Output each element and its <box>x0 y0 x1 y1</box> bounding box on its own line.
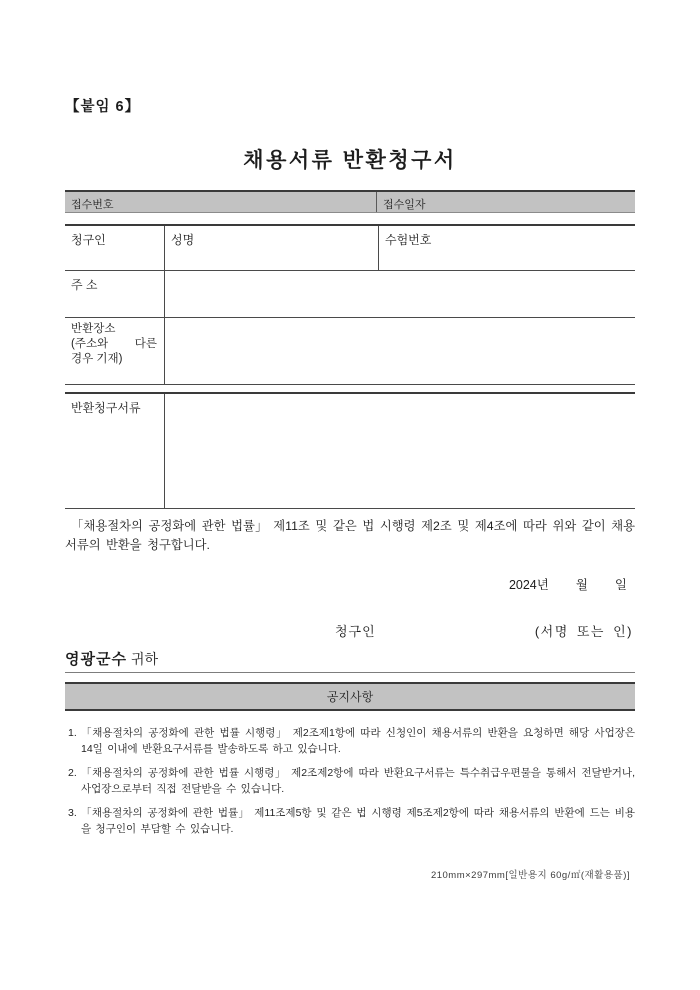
return-docs-label: 반환청구서류 <box>65 394 165 508</box>
declaration-text: 「채용절차의 공정화에 관한 법률」 제11조 및 같은 법 시행령 제2조 및 제4조에 따라 위와 같이 채용서류의 반환을 청구합니다. <box>65 519 635 552</box>
date-day: 일 <box>614 578 627 592</box>
address-label: 주 소 <box>65 271 165 317</box>
signature-claimant-label: 청구인 <box>335 624 376 639</box>
notice-item-text: 「채용절차의 공정화에 관한 법률 시행령」 제2조제1항에 따라 신청인이 채용서류의 반환을 요청하면 해당 사업장은 14일 이내에 반환요구서류를 발송하도록 하고 있습니다. <box>81 727 635 755</box>
return-place-label-line2: (주소와 다른 <box>71 338 157 350</box>
date-line <box>65 576 635 592</box>
page-title: 채용서류 반환청구서 <box>243 149 457 172</box>
receipt-date-cell <box>377 192 635 212</box>
notice-item-text: 「채용절차의 공정화에 관한 법률 시행령」 제2조제2항에 따라 반환요구서류는 특수취급우편물을 통해서 전달받거나, 사업장으로부터 직접 전달받을 수 있습니다. <box>81 767 635 795</box>
return-place-label-line3: 경우 기재) <box>71 353 123 365</box>
notice-list <box>68 726 635 837</box>
signature-line <box>65 621 635 638</box>
attachment-label: 【붙임 6】 <box>65 99 141 115</box>
notice-item-1 <box>68 726 635 757</box>
name-label-cell: 성명 <box>165 226 379 270</box>
table-row-return-place <box>65 318 635 384</box>
receipt-number-cell <box>65 192 377 212</box>
notice-item-number: 2. <box>68 767 77 779</box>
return-docs-table <box>65 392 635 509</box>
addressee-line <box>65 648 635 666</box>
return-place-field <box>165 318 635 384</box>
separator-line <box>65 672 635 673</box>
table-row-address <box>65 271 635 318</box>
date-month: 월 <box>575 578 588 592</box>
return-place-label-line1: 반환장소 <box>71 323 116 335</box>
signature-seal-note: (서명 또는 인) <box>534 624 633 639</box>
addressee-name: 영광군수 <box>65 651 127 668</box>
notice-item-3 <box>68 806 635 837</box>
notice-item-number: 3. <box>68 807 77 819</box>
receipt-date-label: 접수일자 <box>383 199 426 211</box>
notice-item-text: 「채용절차의 공정화에 관한 법률」 제11조제5항 및 같은 법 시행령 제5조제2항에 따라 채용서류의 반환에 드는 비용을 청구인이 부담할 수 있습니다. <box>81 807 635 835</box>
receipt-header-bar <box>65 190 635 213</box>
date-year: 2024년 <box>508 578 549 592</box>
table-row-claimant <box>65 226 635 271</box>
exam-number-label-cell: 수험번호 <box>385 233 432 247</box>
claimant-info-table <box>65 224 635 385</box>
paper-spec-footer: 210mm×297mm[일반용지 60g/㎡(재활용품)] <box>430 870 630 881</box>
addressee-honorific: 귀하 <box>130 651 159 667</box>
claimant-label: 청구인 <box>65 226 165 270</box>
notice-item-2 <box>68 766 635 797</box>
notice-item-number: 1. <box>68 727 77 739</box>
receipt-number-label: 접수번호 <box>71 199 114 211</box>
table-row-return-docs <box>65 394 635 508</box>
address-field <box>165 271 635 317</box>
return-place-label <box>65 318 165 384</box>
return-docs-field <box>165 394 635 508</box>
notice-header-bar: 공지사항 <box>65 682 635 711</box>
